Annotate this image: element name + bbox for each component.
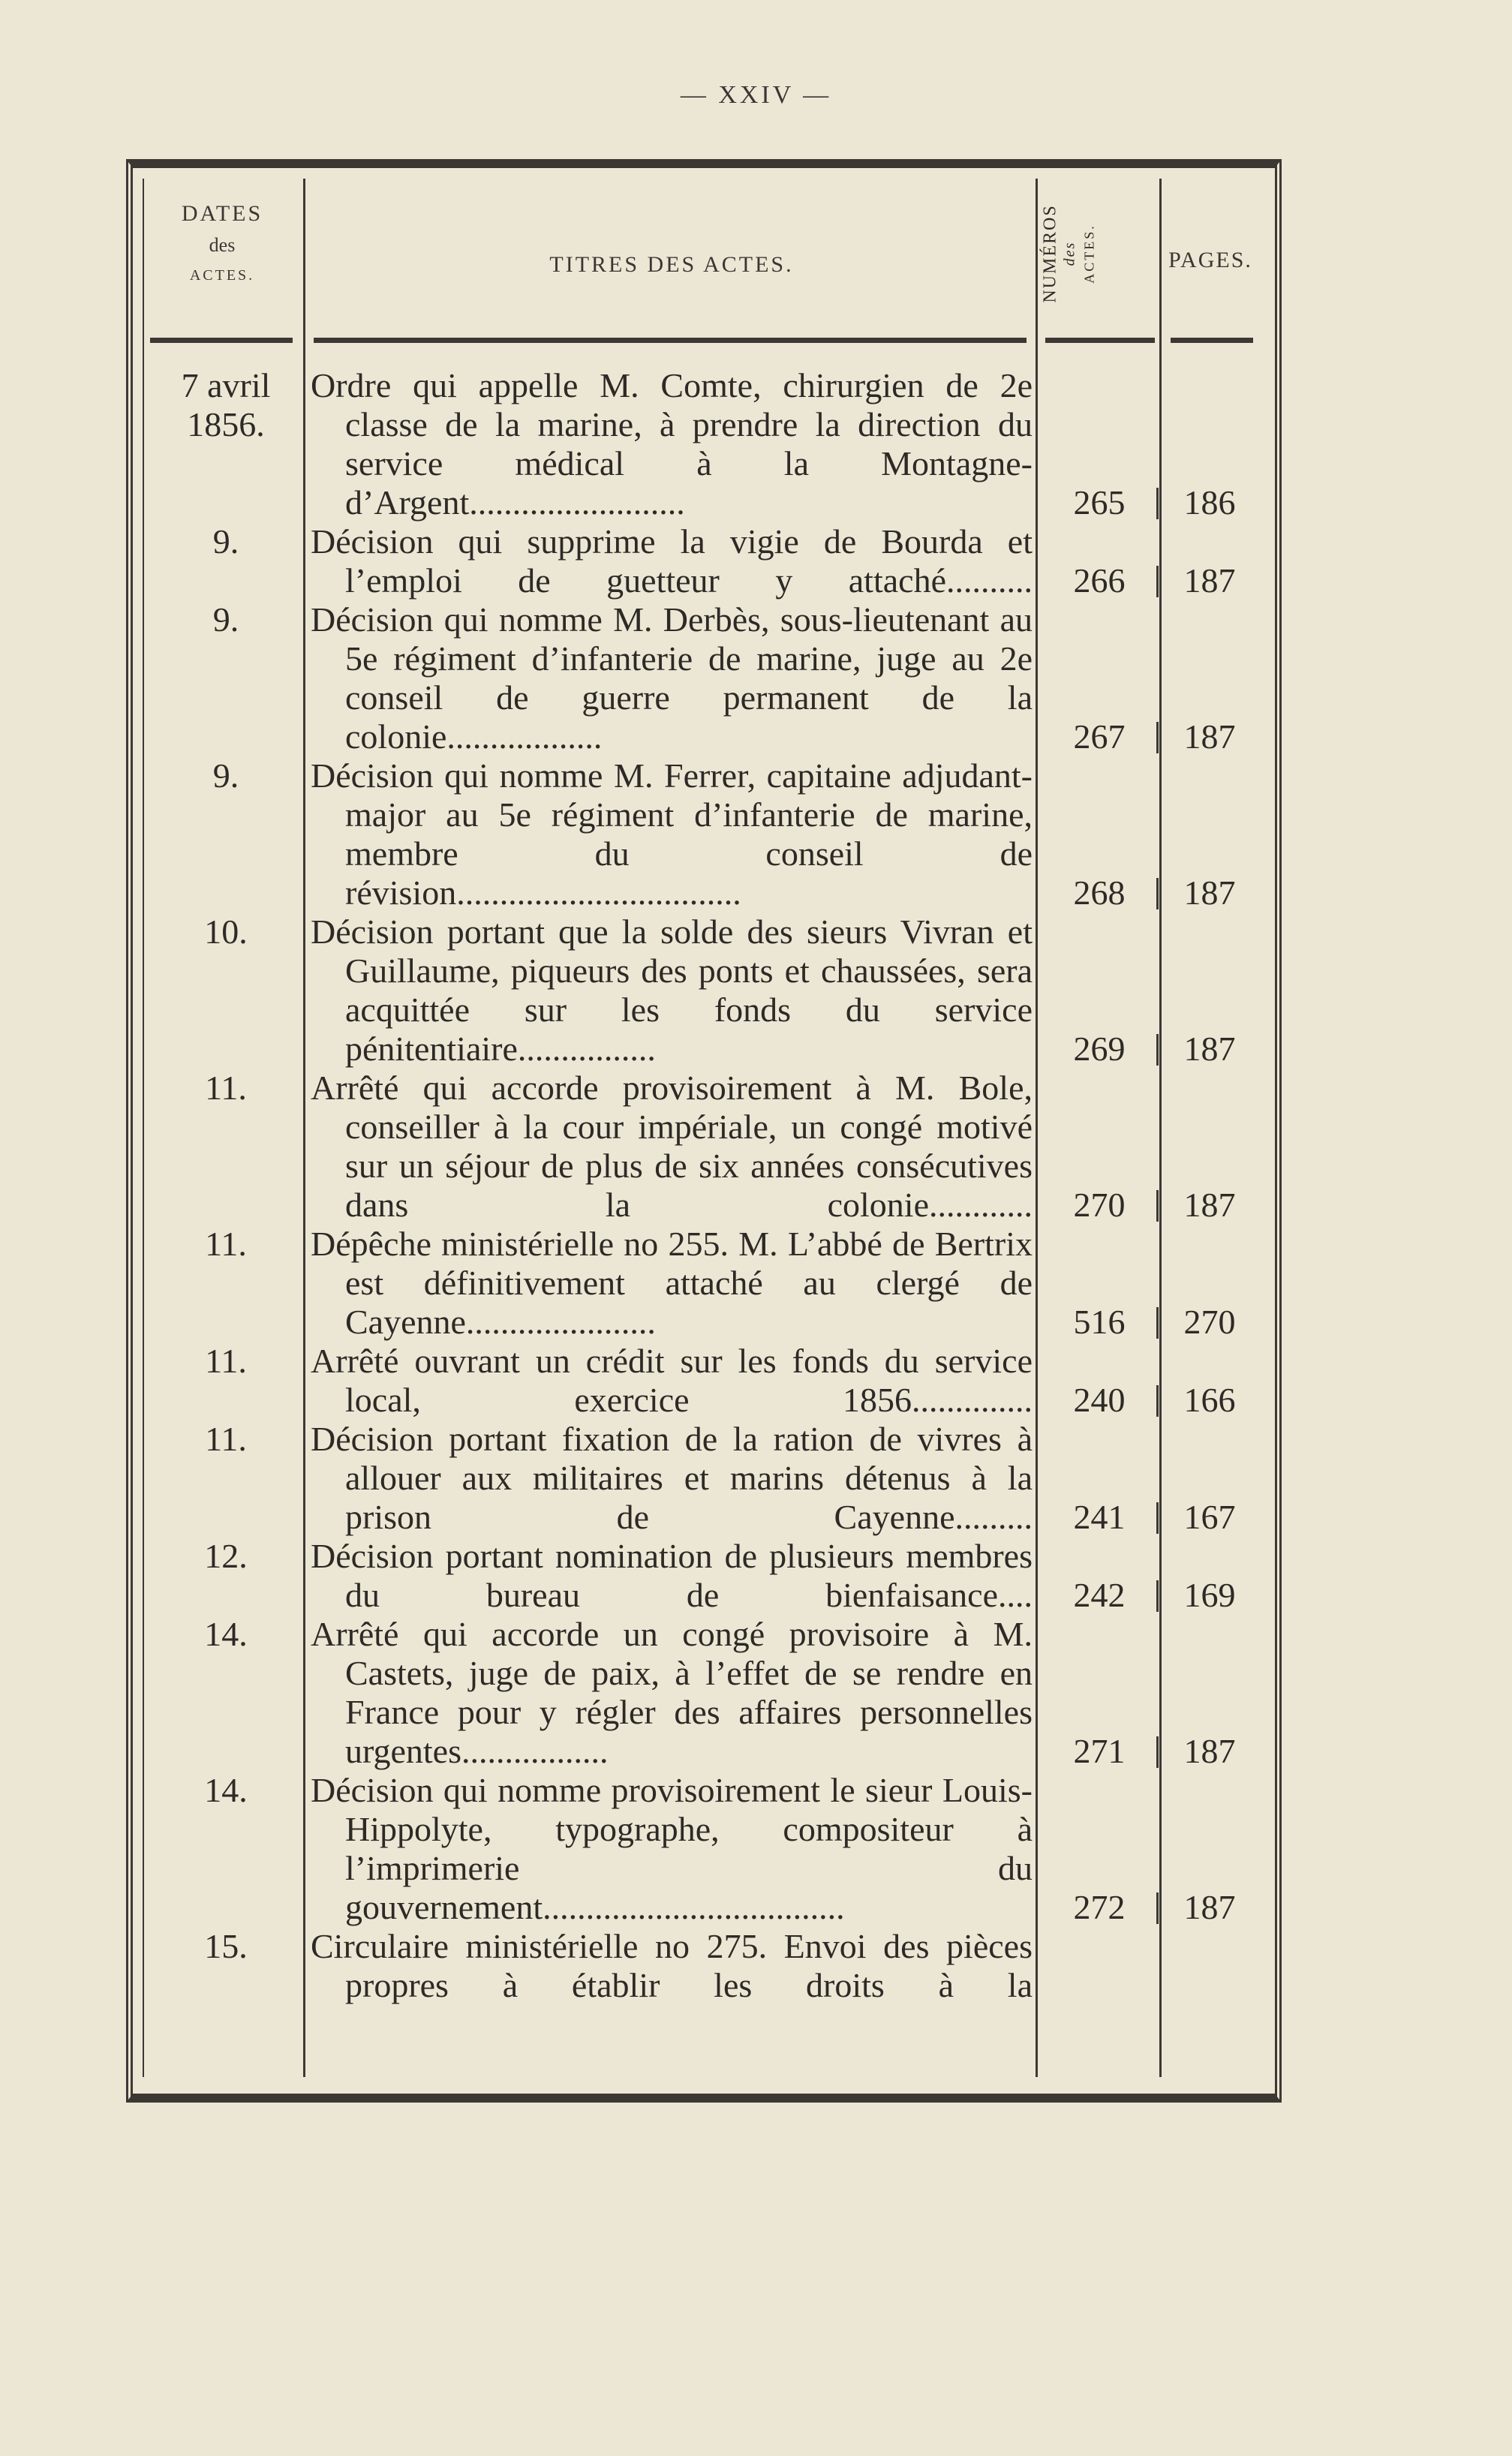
row-date: 14. [204, 1771, 248, 1809]
row-title-text: Arrêté ouvrant un crédit sur les fonds du service local, exercice 1856.............. [311, 1342, 1033, 1419]
row-page: 270 [1183, 1303, 1236, 1341]
header-numeros-line2: des [1062, 241, 1079, 266]
row-title [311, 1615, 1033, 1771]
row-page-separator [1156, 1385, 1159, 1417]
row-number: 240 [1073, 1381, 1126, 1419]
row-page: 187 [1183, 1186, 1236, 1224]
header-numeros-line1: NUMÉROS [1041, 204, 1061, 303]
header-rule [314, 338, 1027, 343]
row-title [311, 600, 1033, 756]
column-divider [1159, 179, 1162, 2077]
row-date: 9. [212, 522, 239, 561]
header-dates-line3: ACTES. [189, 267, 255, 284]
row-page: 186 [1183, 483, 1236, 522]
row-date: 10. [204, 912, 248, 951]
row-page: 167 [1183, 1498, 1236, 1536]
row-page: 187 [1183, 1732, 1236, 1770]
row-page-separator [1156, 1892, 1159, 1924]
header-pages: PAGES. [1168, 248, 1252, 272]
row-title-text: Arrêté qui accorde un congé provisoire à M. Castets, juge de paix, à l’effet de se rendre en France pour y régler des affaires personnelles urgentes................. [311, 1615, 1033, 1770]
header-dates [147, 201, 297, 284]
header-numeros-line3: ACTES. [1082, 224, 1098, 284]
row-title-text: Décision qui supprime la vigie de Bourda et l’emploi de guetteur y attaché.......... [311, 522, 1033, 600]
column-divider [303, 179, 305, 2077]
row-number: 270 [1073, 1186, 1126, 1224]
row-number: 242 [1073, 1576, 1126, 1614]
header-numeros [1043, 179, 1097, 329]
row-page-separator [1156, 566, 1159, 597]
row-title [311, 1771, 1033, 1927]
row-title [311, 1342, 1033, 1420]
row-page-separator [1156, 878, 1159, 909]
row-title [311, 366, 1033, 522]
row-page-separator [1156, 1736, 1159, 1768]
row-title [311, 1927, 1033, 2005]
row-title [311, 1420, 1033, 1537]
row-number: 269 [1073, 1030, 1126, 1068]
header-titres: TITRES DES ACTES. [549, 252, 794, 277]
row-page: 187 [1183, 1030, 1236, 1068]
row-title [311, 1537, 1033, 1615]
row-title-text: Décision qui nomme M. Derbès, sous-lieutenant au 5e régiment d’infanterie de marine, juge au 2e conseil de guerre permanent de la colonie.................. [311, 600, 1033, 756]
row-number: 266 [1073, 561, 1126, 600]
row-date: 11. [205, 1420, 247, 1458]
row-page-separator [1156, 722, 1159, 753]
row-date: 11. [205, 1342, 247, 1380]
row-date: 7 avril 1856. [181, 366, 271, 443]
row-title [311, 522, 1033, 600]
row-number: 241 [1073, 1498, 1126, 1536]
row-number: 272 [1073, 1888, 1126, 1926]
row-number: 516 [1073, 1303, 1126, 1341]
header-rule [150, 338, 293, 343]
row-date: 11. [205, 1225, 247, 1263]
row-page-separator [1156, 1034, 1159, 1066]
row-number: 271 [1073, 1732, 1126, 1770]
row-page: 187 [1183, 561, 1236, 600]
row-date: 11. [205, 1069, 247, 1107]
row-date: 14. [204, 1615, 248, 1653]
row-title-text: Décision qui nomme provisoirement le sieur Louis-Hippolyte, typographe, compositeur à l’imprimerie du gouvernement................................... [311, 1771, 1033, 1926]
row-number: 267 [1073, 717, 1126, 756]
column-divider [143, 179, 144, 2077]
row-page-separator [1156, 1307, 1159, 1339]
row-page-separator [1156, 1190, 1159, 1222]
row-title [311, 1069, 1033, 1225]
row-page-separator [1156, 488, 1159, 519]
row-title-text: Dépêche ministérielle no 255. M. L’abbé de Bertrix est définitivement attaché au clergé de Cayenne...................... [311, 1225, 1033, 1341]
row-title-text: Décision portant que la solde des sieurs Vivran et Guillaume, piqueurs des ponts et chaussées, sera acquittée sur les fonds du service pénitentiaire................ [311, 912, 1033, 1068]
page-number: — XXIV — [680, 81, 832, 109]
row-number: 265 [1073, 483, 1126, 522]
row-page: 187 [1183, 1888, 1236, 1926]
row-number: 268 [1073, 873, 1126, 912]
row-date: 12. [204, 1537, 248, 1575]
row-date: 9. [212, 756, 239, 795]
row-title-text: Circulaire ministérielle no 275. Envoi des pièces propres à établir les droits à la [311, 1927, 1033, 2004]
row-date: 9. [212, 600, 239, 639]
row-date: 15. [204, 1927, 248, 1965]
row-title [311, 912, 1033, 1069]
row-page-separator [1156, 1502, 1159, 1534]
row-title [311, 1225, 1033, 1342]
header-dates-line2: des [209, 234, 236, 256]
row-title-text: Décision qui nomme M. Ferrer, capitaine adjudant-major au 5e régiment d’infanterie de marine, membre du conseil de révision................................. [311, 756, 1033, 912]
row-page: 187 [1183, 717, 1236, 756]
row-title-text: Décision portant fixation de la ration de vivres à allouer aux militaires et marins détenus à la prison de Cayenne......... [311, 1420, 1033, 1536]
row-title-text: Arrêté qui accorde provisoirement à M. Bole, conseiller à la cour impériale, un congé motivé sur un séjour de plus de six années consécutives dans la colonie............ [311, 1069, 1033, 1224]
header-rule [1045, 338, 1155, 343]
row-page-separator [1156, 1580, 1159, 1612]
row-title-text: Ordre qui appelle M. Comte, chirurgien de 2e classe de la marine, à prendre la direction du service médical à la Montagne-d’Argent......................... [311, 366, 1033, 522]
header-rule [1171, 338, 1253, 343]
column-divider [1036, 179, 1038, 2077]
row-page: 169 [1183, 1576, 1236, 1614]
header-dates-line1: DATES [181, 201, 263, 226]
row-title-text: Décision portant nomination de plusieurs membres du bureau de bienfaisance.... [311, 1537, 1033, 1614]
row-page: 166 [1183, 1381, 1236, 1419]
row-page: 187 [1183, 873, 1236, 912]
row-title [311, 756, 1033, 912]
